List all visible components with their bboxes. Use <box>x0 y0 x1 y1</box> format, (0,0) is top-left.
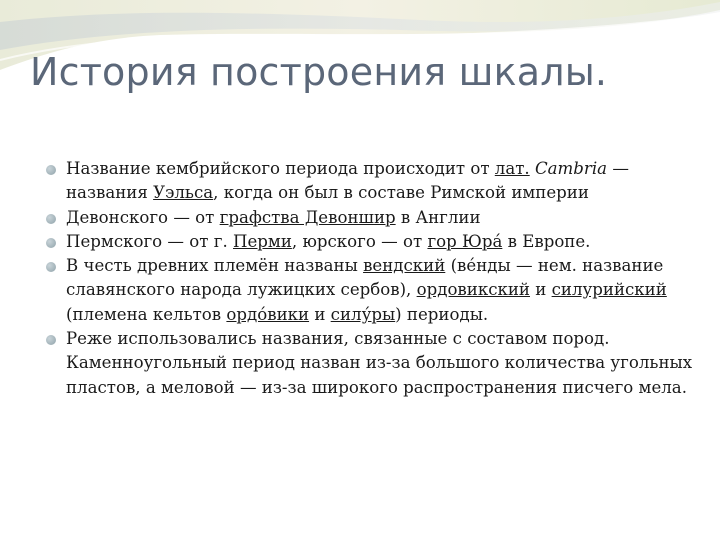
list-item <box>46 327 706 400</box>
item-text: , юрского — от <box>291 231 428 251</box>
item-text: Девонского — от <box>66 207 220 227</box>
item-text: (племена кельтов <box>66 304 227 324</box>
bullet-icon <box>46 238 56 248</box>
item-text: — названия <box>66 159 629 203</box>
list-item <box>46 230 706 254</box>
hyperlink-text[interactable]: силурийский <box>551 280 667 300</box>
bullet-list <box>46 157 706 400</box>
hyperlink-text[interactable]: графства Девоншир <box>219 207 396 227</box>
hyperlink-text[interactable]: гор Юра́ <box>427 231 503 251</box>
bullet-icon <box>46 165 56 175</box>
list-item <box>46 254 706 327</box>
item-text: и <box>309 304 331 324</box>
item-text: (ве́нды — нем. название славянского народа лужицких сербов), <box>66 256 664 300</box>
item-text: и <box>530 280 552 300</box>
hyperlink-text[interactable]: Перми <box>233 231 292 251</box>
hyperlink-text[interactable]: ордо́вики <box>226 304 310 324</box>
hyperlink-text[interactable]: ордовикский <box>416 280 530 300</box>
list-item <box>46 206 706 230</box>
item-text: , когда он был в составе Римской империи <box>213 183 589 203</box>
slide-title: История построения шкалы. <box>30 50 608 94</box>
item-text: Cambria <box>534 159 608 178</box>
bullet-icon <box>46 335 56 345</box>
item-text: в Европе. <box>502 231 591 251</box>
item-text: Реже использовались названия, связанные с составом пород. Каменноугольный период назван из-за большого количества угольных пластов, а меловой — из-за широкого распространения писчего мела. <box>66 329 693 397</box>
hyperlink-text[interactable]: лат. <box>494 159 530 178</box>
item-text: В честь древних племён названы <box>66 256 364 276</box>
item-text: Пермского — от г. <box>66 231 233 251</box>
item-text: в Англии <box>395 207 481 227</box>
hyperlink-text[interactable]: вендский <box>363 256 446 276</box>
bullet-icon <box>46 214 56 224</box>
item-text: Название кембрийского периода происходит от <box>66 159 495 178</box>
hyperlink-text[interactable]: силу́ры <box>330 304 396 324</box>
list-item <box>46 157 706 206</box>
item-text: ) периоды. <box>395 304 489 324</box>
bullet-icon <box>46 262 56 272</box>
hyperlink-text[interactable]: Уэльса <box>153 183 214 203</box>
